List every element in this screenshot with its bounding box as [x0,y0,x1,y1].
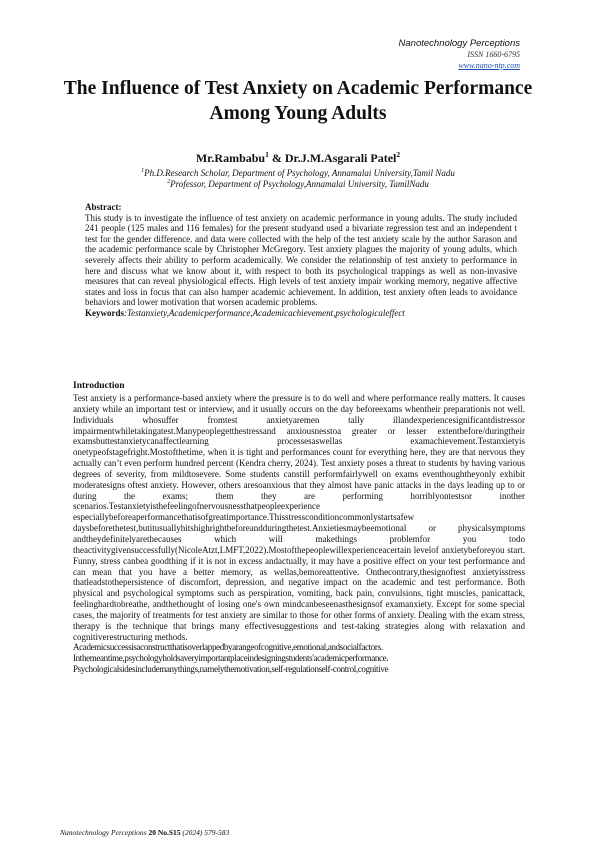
introduction-body [73,393,525,675]
footer-volume: 20 No.S15 [148,828,181,837]
introduction-heading: Introduction [73,381,125,391]
affiliation-2-text: Professor, Department of Psychology,Annamalai University, TamilNadu [170,179,429,189]
author-2-sup: 2 [396,150,401,159]
intro-paragraph-3: Inthemeantime,psychologyholdsaveryimportantplaceindesigningstudents'academicperformance. [73,653,389,664]
footer-year-pages: (2024) 579-583 [182,828,230,837]
keywords-label: Keywords [85,307,124,318]
abstract-body: This study is to investigate the influence of test anxiety on academic performance in young adults. The study included 241 people (125 males and 116 females) for the present studyand used a bivariate regression test and an independent t test for the gender difference. and data were collected with the help of the test anxiety scale by the author Sarason and the academic performance scale by Christopher McGregory. Test anxiety plagues the majority of young adults, which severely affects their ability to perform academically. We consider the relationship of test anxiety to performance in here and discuss what we know about it, with respect to both its psychological trappings as well as non-invasive measures that can reveal physiological effects. High levels of test anxiety impair working memory, negative affective states and loss in focus that can also hamper academic achievement. In addition, test anxiety often leads to avoidance behaviors and lower motivation that worsen academic problems. [85,212,517,308]
affiliation-2 [60,177,536,189]
journal-header [399,38,520,71]
paper-title: The Influence of Test Anxiety on Academic Performance Among Young Adults [63,78,533,124]
author-2: Dr.J.M.Asgarali Patel [284,151,397,165]
page-footer [60,828,229,837]
keywords-list: :Testanxiety,Academicperformance,Academicachievement,psychologicaleffect [124,307,405,318]
abstract-heading: Abstract: [85,202,122,212]
affiliation-1-sup: 1 [141,168,145,174]
author-1: Mr.Rambabu [195,151,266,165]
abstract-block [85,202,517,319]
affiliation-1-text: Ph.D.Research Scholar, Department of Psychology, Annamalai University,Tamil Nadu [144,168,455,178]
journal-issn: ISSN 1660-6795 [467,50,520,59]
author-separator: & [268,151,285,165]
intro-paragraph-1: Test anxiety is a performance-based anxiety where the pressure is to do well and where performance really matters. It causes anxiety while an important test or interview, and it usually occurs on the day beforeexams whentheir preparationis not well. Individuals whosuffer fromtest anxietyaremen tally illandexperiencesignificantdistressor impairmentwhiletakingatest.Manypeoplegetthestressand anxiousnesstoa greater or lesser extentbefore/duringtheir examsbuttestanxietycanaffectlearning processesaswellas examachievement.Testanxietyis onetypeofstagefright.Mostofthetime, when it is tight and performances count for everything here, they are that nervous they actually can’t even perform hundred percent (Kendra cherry, 2024). Test anxiety poses a threat to students by having various degrees of severity, from mildtosevere. Some students canstill performfairlywell on exams eventhoughtheyonly exhibit moderatesigns oftest anxiety. However, others aresoanxious that they almost have panic attacks in the days leading up to or during the exams; them they are performing horriblyontestsor inother scenarios.Testanxietyisthefeelingofnervousnessthatpeopleexperience especiallybeforeaperformancethatisofgreatimportance.Thisstressconditioncommonlystartsafew daysbeforethetest,butitusuallyhitshighrightbeforeandduringthetest.Anxietiesmaybeemotional or physicalsymptoms andtheydefinitelyarethecauses which will makethings problemfor you todo theactivitygivensuccessfully(NicoleAtzt,LMFT,2022).Mostofthepeoplewillexperienceacertain levelof anxietybeforeyou start. Funny, stress canbea goodthing if it is not in excess andactually, it may have a positive effect on your test performance and can mean that you have a better memory, as wellas,bemoreattentive. Onthecontrary,thesignoftest anxietyisstress thatleadstothepersistence of discomfort, depression, and negative impact on the academic and test performance. Both physical and psychological symptoms such as perspiration, vomiting, back pain, convulsions, tight muscles, panicattack, feelinghardtobreathe, andthethought of losing one's own mindcanbeseenasthesignsof examanxiety. Except for some special cases, the majority of treatments for test anxiety are similar to those for other forms of anxiety. Dealing with the exam stress, therapy is the technique that brings many effectivesuggestions and test-taking strategies along with relaxation and cognitiverestructuring methods. [73,393,525,642]
intro-paragraph-2: Academicsuccessisaconstructthatisoverlappedbyarangeofcognitive,emotional,andsocialfactors. [73,642,383,653]
author-line [60,150,536,166]
journal-url-link[interactable]: www.nano-ntp.com [458,61,520,70]
author-1-sup: 1 [265,150,269,159]
journal-name: Nanotechnology Perceptions [398,38,520,49]
footer-journal: Nanotechnology Perceptions [60,828,147,837]
intro-paragraph-4: Psychologicalsidesincludemanythings,namelythemotivation,self-regulationself-control,cognitive [73,664,389,675]
affiliation-2-sup: 2 [167,179,171,185]
